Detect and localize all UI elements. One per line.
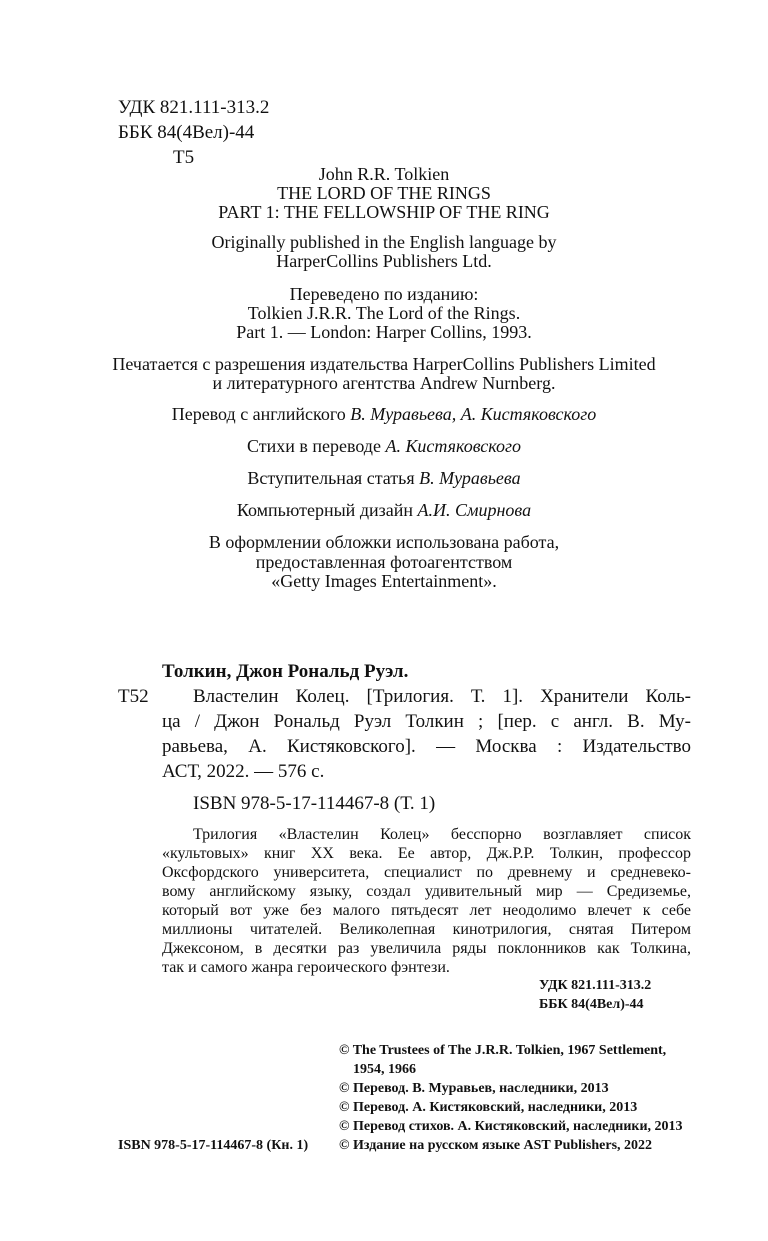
credit-design-names: А.И. Смирнова [417,500,532,520]
credit-intro-label: Вступительная статья [247,468,420,488]
annotation-bbk: ББК 84(4Вел)-44 [539,997,644,1012]
author-sign: Т5 [173,147,195,168]
copyright-line-1: © The Trustees of The J.R.R. Tolkien, 1967 Settlement, [339,1043,667,1058]
permission-line-2: и литературного агентства Andrew Nurnberg. [212,373,556,393]
published-line-1: Originally published in the English language by [211,232,557,252]
credit-poems-names: А. Кистяковского [385,436,522,456]
catalog-line-1: Властелин Колец. [Трилогия. Т. 1]. Хранители Коль- [193,686,691,707]
permission-line-1: Печатается с разрешения издательства HarperCollins Publishers Limited [112,354,656,374]
credit-intro-names: В. Муравьева [419,468,521,488]
credit-design [0,500,768,521]
original-part: PART 1: THE FELLOWSHIP OF THE RING [218,202,550,222]
translated-from-line-1: Переведено по изданию: [289,284,479,304]
annotation-line-5: который вот уже без малого пятьдесят лет неодолимо влечет к себе [162,902,691,919]
copyright-line-5: © Перевод стихов. А. Кистяковский, наследники, 2013 [339,1119,683,1134]
translated-from-line-2: Tolkien J.R.R. The Lord of the Rings. [247,303,521,323]
translated-from-line-3: Part 1. — London: Harper Collins, 1993. [236,322,532,342]
cover-line-3: «Getty Images Entertainment». [271,571,497,591]
cover-line-2: предоставленная фотоагентством [255,552,513,572]
published-line-2: HarperCollins Publishers Ltd. [276,251,492,271]
copyright-line-2: 1954, 1966 [353,1062,416,1077]
credit-poems [0,436,768,457]
original-title: THE LORD OF THE RINGS [277,183,491,203]
annotation-line-3: Оксфордского университета, специалист по древнему и средневеко- [162,864,691,881]
catalog-line-2: ца / Джон Рональд Руэл Толкин ; [пер. с англ. В. Му- [162,711,691,732]
annotation-line-1: Трилогия «Властелин Колец» бесспорно возглавляет список [193,826,691,843]
copyright-line-3: © Перевод. В. Муравьев, наследники, 2013 [339,1081,609,1096]
annotation-line-6: миллионы читателей. Великолепная кинотрилогия, снятая Питером [162,921,691,938]
udk-code: УДК 821.111-313.2 [118,97,270,118]
annotation-line-8: так и самого жанра героического фэнтези. [162,959,450,976]
catalog-index: Т52 [118,686,149,707]
annotation-line-4: вому английскому языку, создал удивительный мир — Средиземье, [162,883,691,900]
original-author: John R.R. Tolkien [318,164,450,184]
bbk-code: ББК 84(4Вел)-44 [118,122,255,143]
annotation-line-2: «культовых» книг XX века. Ее автор, Дж.Р.Р. Толкин, профессор [162,845,691,862]
annotation-line-7: Джексоном, в десятки раз увеличила ряды поклонников как Толкина, [162,940,691,957]
credit-translation [0,404,768,425]
copyright-line-6: © Издание на русском языке AST Publishers, 2022 [339,1138,653,1153]
credit-design-label: Компьютерный дизайн [236,500,418,520]
catalog-line-4: АСТ, 2022. — 576 с. [162,761,325,782]
copyright-line-4: © Перевод. А. Кистяковский, наследники, 2013 [339,1100,638,1115]
catalog-line-3: равьева, А. Кистяковского]. — Москва : Издательство [162,736,691,757]
credit-translation-names: В. Муравьева, А. Кистяковского [350,404,597,424]
credit-intro [0,468,768,489]
credit-poems-label: Стихи в переводе [246,436,386,456]
catalog-author-heading: Толкин, Джон Рональд Руэл. [162,661,409,682]
catalog-isbn: ISBN 978-5-17-114467-8 (Т. 1) [193,793,436,814]
annotation-udk: УДК 821.111-313.2 [539,978,652,993]
copyright-isbn: ISBN 978-5-17-114467-8 (Кн. 1) [118,1138,309,1153]
cover-line-1: В оформлении обложки использована работа, [208,532,560,552]
credit-translation-label: Перевод с английского [171,404,351,424]
